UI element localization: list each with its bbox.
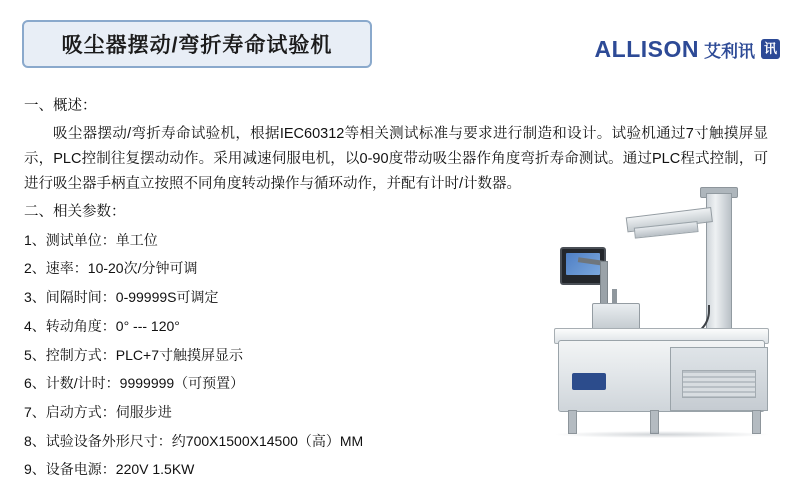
machine-brand-plate — [572, 373, 606, 390]
overview-paragraph: 吸尘器摆动/弯折寿命试验机，根据IEC60312等相关测试标准与要求进行制造和设计。试验机通过7寸触摸屏显示，PLC控制往复摆动动作。采用减速伺服电机，以0-90度带动吸尘器作角度弯折寿命测试。通过PLC程式控制，可进行吸尘器手柄直立按照不同角度转动操作与循环动作，并配有计时/计数器。 — [24, 125, 768, 192]
machine-photo — [530, 185, 790, 447]
list-item: 1、测试单位：单工位 — [24, 231, 158, 248]
machine-vent-grille — [682, 370, 756, 398]
overview-heading: 一、概述： — [24, 98, 97, 114]
list-item: 7、启动方式：伺服步进 — [24, 403, 172, 420]
machine-fixture — [592, 303, 640, 331]
list-item: 3、间隔时间：0-99999S可调定 — [24, 289, 219, 306]
parameter-list — [24, 226, 454, 484]
list-item: 4、转动角度：0° --- 120° — [24, 317, 180, 334]
brand-name-cn: 艾利讯 — [703, 42, 755, 61]
brand-logo — [595, 36, 780, 63]
brand-name: ALLISON — [594, 36, 699, 62]
list-item: 5、控制方式：PLC+7寸触摸屏显示 — [24, 346, 243, 363]
page-title: 吸尘器摆动/弯折寿命试验机 — [61, 34, 333, 57]
machine-shadow — [556, 431, 768, 438]
params-heading: 二、相关参数： — [24, 203, 126, 220]
brand-badge: 讯 — [761, 39, 780, 59]
list-item: 9、设备电源：220V 1.5KW — [24, 461, 195, 478]
list-item: 6、计数/计时：9999999（可预置） — [24, 375, 245, 392]
list-item: 2、速率：10-20次/分钟可调 — [24, 260, 198, 277]
list-item: 8、试验设备外形尺寸：约700X1500X14500（高）MM — [24, 432, 364, 449]
page-title-box — [22, 20, 372, 68]
